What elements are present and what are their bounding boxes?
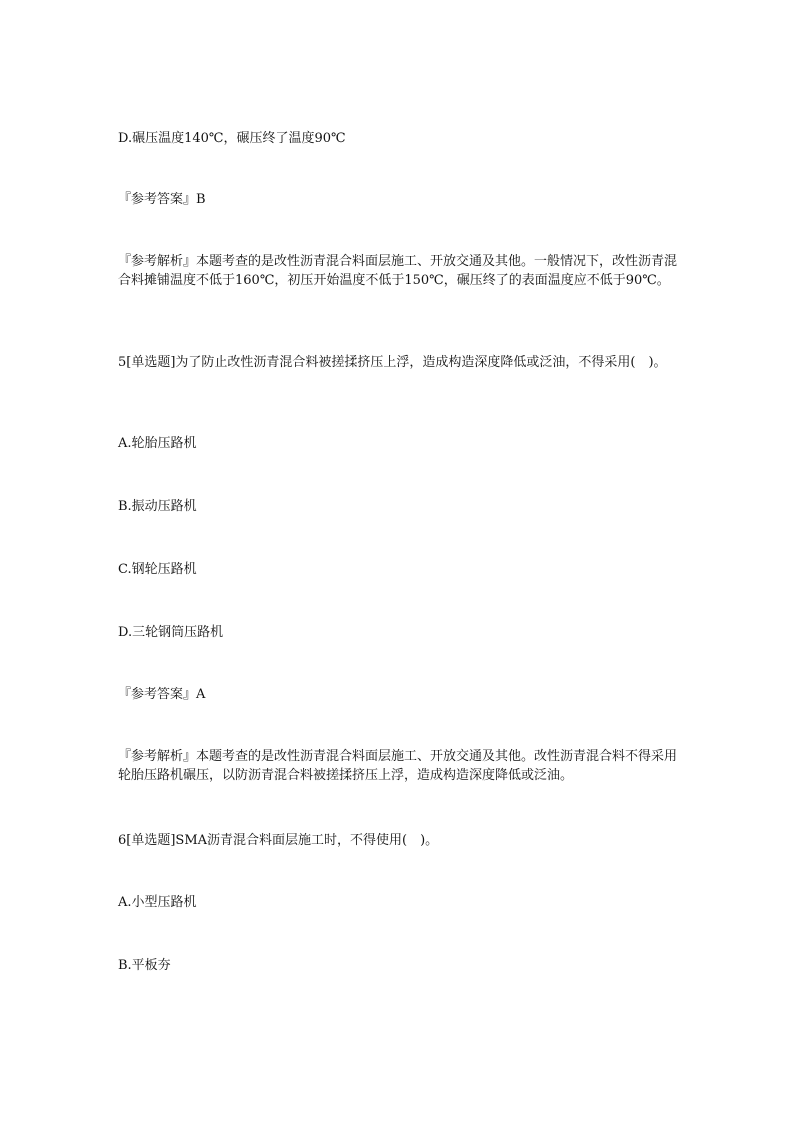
option-c-q5: C.钢轮压路机 [118,562,197,577]
option-a-q6: A.小型压路机 [118,895,197,910]
option-d-q4: D.碾压温度140℃，碾压终了温度90℃ [118,131,346,146]
answer-q5: 『参考答案』A [118,687,206,702]
option-b-q6: B.平板夯 [118,958,171,973]
explanation-q5: 『参考解析』本题考查的是改性沥青混合料面层施工、开放交通及其他。改性沥青混合料不得采用轮胎压路机碾压，以防沥青混合料被搓揉挤压上浮，造成构造深度降低或泛油。 [118,749,678,783]
question-6: 6[单选题]SMA沥青混合料面层施工时，不得使用( )。 [118,833,439,848]
answer-q4: 『参考答案』B [118,192,206,207]
option-a-q5: A.轮胎压路机 [118,436,197,451]
question-5: 5[单选题]为了防止改性沥青混合料被搓揉挤压上浮，造成构造深度降低或泛油，不得采用( )。 [118,355,667,370]
explanation-q4: 『参考解析』本题考查的是改性沥青混合料面层施工、开放交通及其他。一般情况下，改性沥青混合料摊铺温度不低于160℃，初压开始温度不低于150℃，碾压终了的表面温度应不低于90℃。 [118,254,678,288]
option-d-q5: D.三轮钢筒压路机 [118,625,224,640]
option-b-q5: B.振动压路机 [118,499,197,514]
